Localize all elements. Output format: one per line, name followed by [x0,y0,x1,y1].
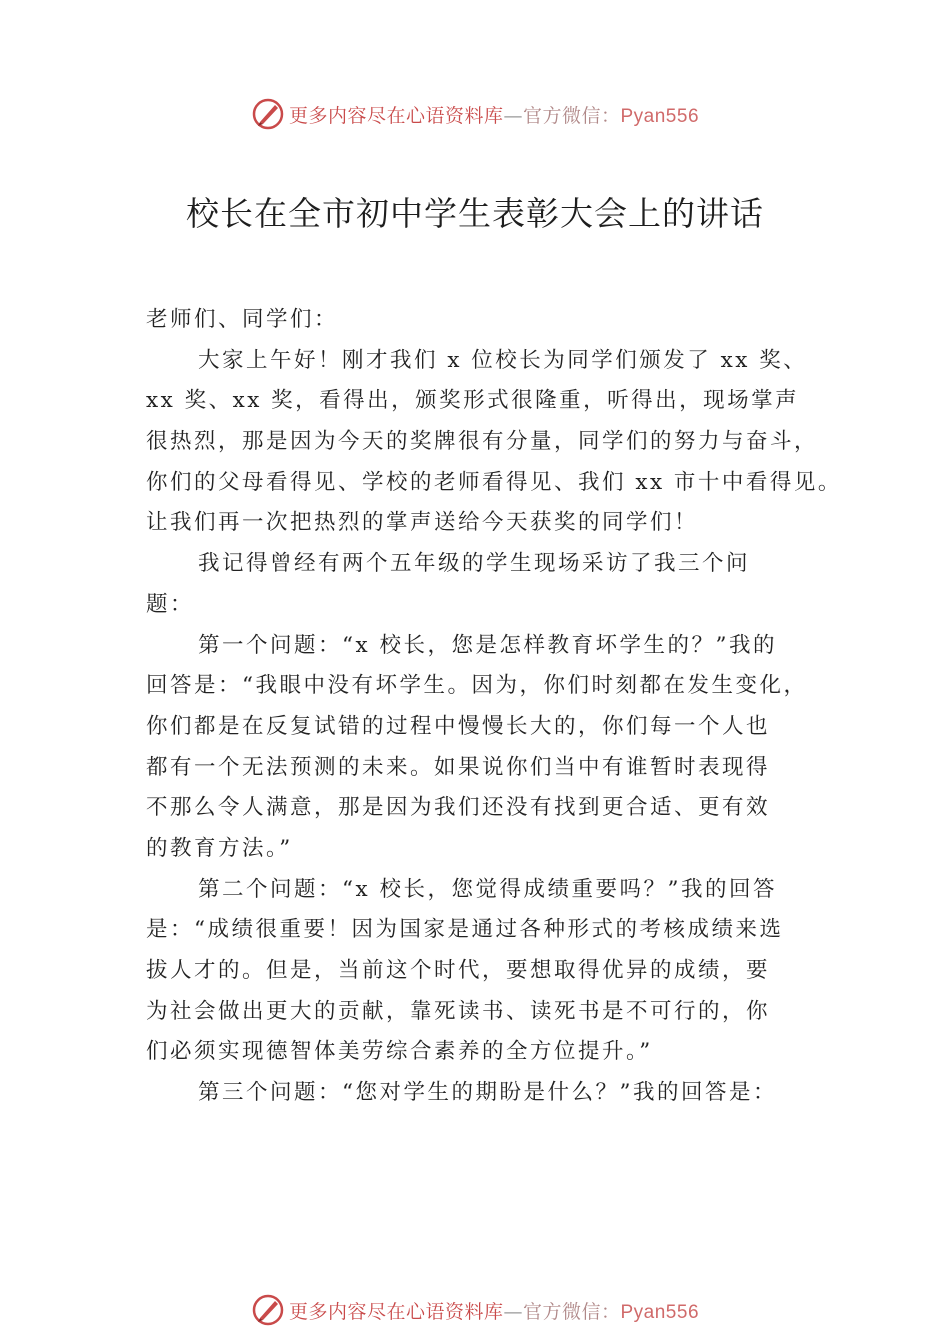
banner-separator: — [503,104,523,127]
paragraph-line: 我记得曾经有两个五年级的学生现场采访了我三个问 [198,551,751,577]
paragraph-line: xx 奖、xx 奖，看得出，颁奖形式很隆重，听得出，现场掌声 [146,388,800,414]
paragraph-line: 的教育方法。” [146,835,293,861]
paragraph-line: 为社会做出更大的贡献，靠死读书、读死书是不可行的，你 [146,998,771,1024]
wechat-id: Pyan556 [620,1301,700,1323]
paragraph-line: 第二个问题：“x 校长，您觉得成绩重要吗？”我的回答 [198,876,777,902]
paragraph-line: 你们都是在反复试错的过程中慢慢长大的，你们每一个人也 [146,713,771,739]
wechat-label: 官方微信： [522,104,621,127]
paragraph-line: 很热烈，那是因为今天的奖牌很有分量，同学们的努力与奋斗， [146,429,819,455]
salutation-line: 老师们、同学们： [146,307,339,332]
document-title: 校长在全市初中学生表彰大会上的讲话 [186,194,764,233]
paragraph-line: 第三个问题：“您对学生的期盼是什么？”我的回答是： [198,1080,777,1106]
quill-logo-icon [251,1293,285,1327]
footer-banner [0,1290,950,1330]
wechat-label: 官方微信： [522,1300,621,1323]
wechat-id: Pyan556 [620,105,700,127]
document-body [146,300,846,1114]
banner-separator: — [503,1300,523,1323]
banner-slogan: 更多内容尽在心语资料库 [288,1300,504,1323]
paragraph-line: 是：“成绩很重要！因为国家是通过各种形式的考核成绩来选 [146,917,784,943]
paragraph-line: 不那么令人满意，那是因为我们还没有找到更合适、更有效 [146,795,771,821]
quill-logo-icon [251,97,285,131]
banner-slogan: 更多内容尽在心语资料库 [288,104,504,127]
banner-text [289,101,699,128]
paragraph-line: 们必须实现德智体美劳综合素养的全方位提升。” [146,1039,653,1065]
paragraph-line: 回答是：“我眼中没有坏学生。因为，你们时刻都在发生变化， [146,673,808,699]
header-banner [0,94,950,134]
paragraph-line: 第一个问题：“x 校长，您是怎样教育坏学生的？”我的 [198,632,777,658]
banner-text [289,1297,699,1324]
paragraph-line: 拔人才的。但是，当前这个时代，要想取得优异的成绩，要 [146,958,771,983]
paragraph-line: 你们的父母看得见、学校的老师看得见、我们 xx 市十中看得见。 [146,469,842,495]
paragraph-line: 大家上午好！刚才我们 x 位校长为同学们颁发了 xx 奖、 [198,347,808,373]
paragraph-line: 都有一个无法预测的未来。如果说你们当中有谁暂时表现得 [146,754,771,780]
paragraph-line: 让我们再一次把热烈的掌声送给今天获奖的同学们！ [146,510,699,536]
paragraph-line: 题： [146,591,195,617]
